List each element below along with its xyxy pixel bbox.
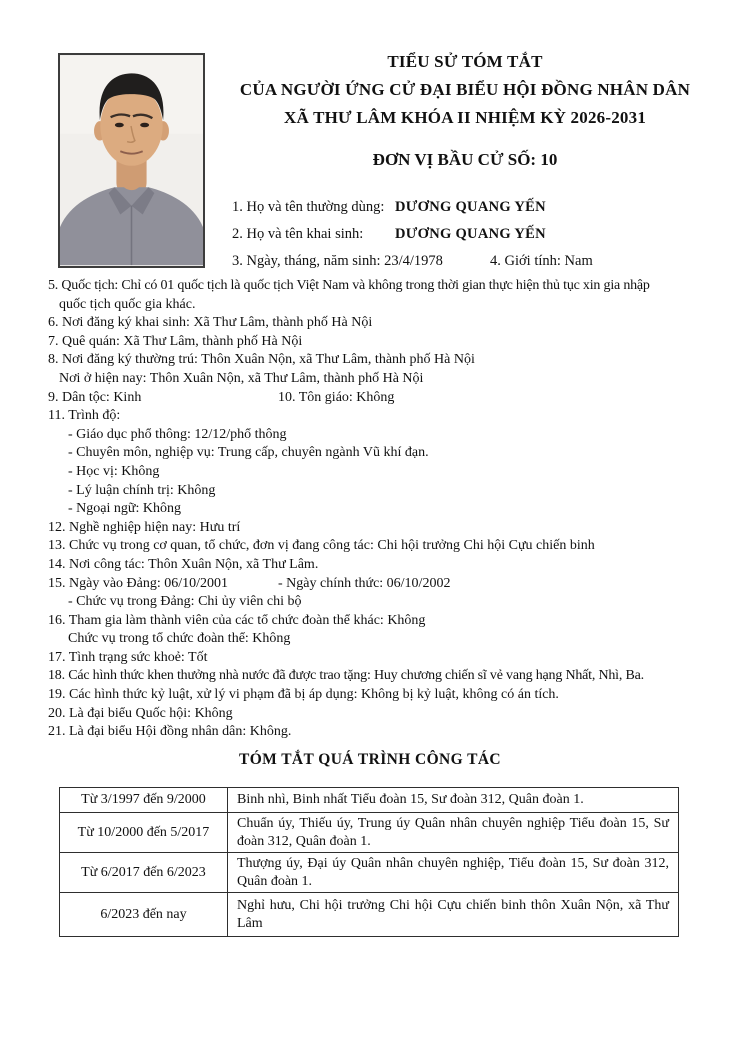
field-birthdate: 3. Ngày, tháng, năm sinh: 23/4/1978 [232,253,443,269]
detail-peoples-council: 21. Là đại biểu Hội đồng nhân dân: Không. [48,724,292,740]
detail-workplace: 14. Nơi công tác: Thôn Xuân Nộn, xã Thư Lâm. [48,556,319,572]
detail-religion: 10. Tôn giáo: Không [278,389,395,405]
detail-nationality-cont: quốc tịch quốc gia khác. [59,296,196,312]
detail-discipline: 19. Các hình thức kỷ luật, xử lý vi phạm đã bị áp dụng: Không bị kỷ luật, không có án tích. [48,687,559,703]
document-header [228,48,702,174]
detail-awards: 18. Các hình thức khen thưởng nhà nước đã được trao tặng: Huy chương chiến sĩ vẻ vang hạng Nhất, Nhì, Ba. [48,668,644,684]
detail-national-assembly: 20. Là đại biểu Quốc hội: Không [48,705,233,721]
work-history-title: TÓM TẮT QUÁ TRÌNH CÔNG TÁC [238,751,502,768]
work-period: Từ 6/2017 đến 6/2023 [60,853,228,893]
detail-general-education: - Giáo dục phổ thông: 12/12/phổ thông [68,426,287,442]
detail-foreign-language: - Ngoại ngữ: Không [68,501,181,517]
field-common-name [232,194,710,221]
detail-party-dates [40,575,708,594]
work-description: Thượng úy, Đại úy Quân nhân chuyên nghiệp, Tiểu đoàn 15, Sư đoàn 312, Quân đoàn 1. [228,853,679,893]
field-birth-name-value: DƯƠNG QUANG YẾN [395,226,546,242]
detail-occupation: 12. Nghề nghiệp hiện nay: Hưu trí [48,519,241,535]
table-row [60,788,679,813]
page-subtitle-1: CỦA NGƯỜI ỨNG CỬ ĐẠI BIỂU HỘI ĐỒNG NHÂN DÂN [239,80,691,99]
field-birth-name [232,221,710,248]
detail-nationality: 5. Quốc tịch: Chỉ có 01 quốc tịch là quốc tịch Việt Nam và không trong thời gian thực hiện thủ tục xin gia nhập [48,278,650,293]
detail-permanent-residence: 8. Nơi đăng ký thường trú: Thôn Xuân Nộn, xã Thư Lâm, thành phố Hà Nội [48,352,475,368]
detail-organizations: 16. Tham gia làm thành viên của các tổ chức đoàn thể khác: Không [48,612,426,628]
detail-ethnicity: 9. Dân tộc: Kinh [48,389,142,405]
work-description: Binh nhì, Binh nhất Tiểu đoàn 15, Sư đoàn 312, Quân đoàn 1. [228,788,679,813]
page-title: TIỂU SỬ TÓM TẮT [387,52,543,71]
detail-position: 13. Chức vụ trong cơ quan, tổ chức, đơn vị đang công tác: Chi hội trưởng Chi hội Cựu chiến binh [48,538,595,554]
field-common-name-label: 1. Họ và tên thường dùng: [232,199,385,215]
election-unit-line: ĐƠN VỊ BẦU CỬ SỐ: 10 [372,150,558,169]
detail-party-official-date: - Ngày chính thức: 06/10/2002 [278,575,451,591]
field-birthdate-gender [232,248,710,275]
work-period: Từ 3/1997 đến 9/2000 [60,788,228,813]
detail-birth-registration: 6. Nơi đăng ký khai sinh: Xã Thư Lâm, thành phố Hà Nội [48,315,373,331]
work-period: Từ 10/2000 đến 5/2017 [60,813,228,853]
detail-health: 17. Tình trạng sức khoẻ: Tốt [48,649,208,665]
detail-hometown: 7. Quê quán: Xã Thư Lâm, thành phố Hà Nội [48,333,303,349]
personal-fields [232,194,710,275]
detail-professional-education: - Chuyên môn, nghiệp vụ: Trung cấp, chuyên ngành Vũ khí đạn. [68,445,429,461]
work-description: Nghỉ hưu, Chi hội trưởng Chi hội Cựu chiến binh thôn Xuân Nộn, xã Thư Lâm [228,893,679,937]
work-history-table [59,787,679,937]
table-row [60,853,679,893]
detail-ethnicity-religion [40,389,708,408]
detail-education-heading: 11. Trình độ: [48,408,121,424]
field-birth-name-label: 2. Họ và tên khai sinh: [232,226,364,242]
detail-political-theory: - Lý luận chính trị: Không [68,482,216,498]
portrait-illustration [60,55,203,266]
field-gender: 4. Giới tính: Nam [490,253,593,269]
detail-academic-degree: - Học vị: Không [68,463,160,479]
field-common-name-value: DƯƠNG QUANG YẾN [395,199,546,215]
work-period: 6/2023 đến nay [60,893,228,937]
detail-current-residence: Nơi ở hiện nay: Thôn Xuân Nộn, xã Thư Lâm, thành phố Hà Nội [59,370,424,386]
table-row [60,893,679,937]
biography-details [40,277,708,742]
candidate-photo [58,53,205,268]
detail-party-position: - Chức vụ trong Đảng: Chi ủy viên chi bộ [68,594,302,610]
page-subtitle-2: XÃ THƯ LÂM KHÓA II NHIỆM KỲ 2026-2031 [283,108,647,127]
detail-party-join-date: 15. Ngày vào Đảng: 06/10/2001 [48,575,229,591]
work-description: Chuẩn úy, Thiếu úy, Trung úy Quân nhân chuyên nghiệp Tiểu đoàn 15, Sư đoàn 312, Quân đoàn 1. [228,813,679,853]
detail-organization-position: Chức vụ trong tổ chức đoàn thể: Không [68,631,291,647]
table-row [60,813,679,853]
